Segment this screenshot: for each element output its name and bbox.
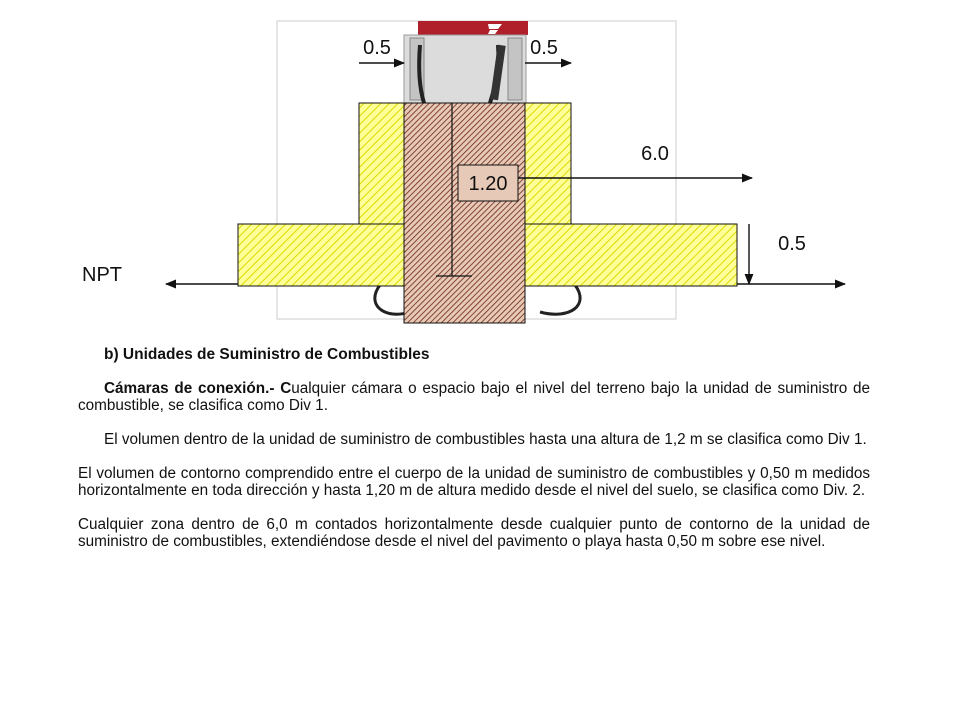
paragraph-volumen-interior: El volumen dentro de la unidad de suministro de combustibles hasta una altura de 1,2 m se clasifica como Div 1. bbox=[104, 431, 867, 448]
paragraph-zona-6m: Cualquier zona dentro de 6,0 m contados horizontalmente desde cualquier punto de contorno de la unidad de suministro de combustibles, extendiéndose desde el nivel del pavimento o playa hasta 0,50 m sobre ese nivel. bbox=[78, 516, 870, 550]
classification-text bbox=[78, 346, 870, 567]
ground-height-label: 0.5 bbox=[778, 233, 806, 255]
height-label: 1.20 bbox=[468, 173, 508, 195]
section-heading: b) Unidades de Suministro de Combustibles bbox=[104, 346, 430, 363]
left-half-width-label: 0.5 bbox=[363, 37, 391, 59]
paragraph-camaras-body: ualquier cámara o espacio bajo el nivel del terreno bajo la unidad de suministro de combustible, se clasifica como Div 1. bbox=[78, 380, 870, 414]
paragraph-volumen-contorno: El volumen de contorno comprendido entre el cuerpo de la unidad de suministro de combustibles y 0,50 m medidos horizontalmente en toda dirección y hasta 1,20 m de altura medido desde el nivel del suelo, se clasifica como Div. 2. bbox=[78, 465, 870, 499]
distance-label: 6.0 bbox=[641, 143, 669, 165]
paragraph-camaras bbox=[78, 380, 870, 414]
div1-core-zone bbox=[404, 103, 525, 323]
right-half-width-label: 0.5 bbox=[530, 37, 558, 59]
ground-level-label: NPT bbox=[82, 264, 122, 286]
hazard-zone-diagram bbox=[0, 0, 960, 340]
paragraph-camaras-lead: Cámaras de conexión.- C bbox=[104, 380, 292, 397]
